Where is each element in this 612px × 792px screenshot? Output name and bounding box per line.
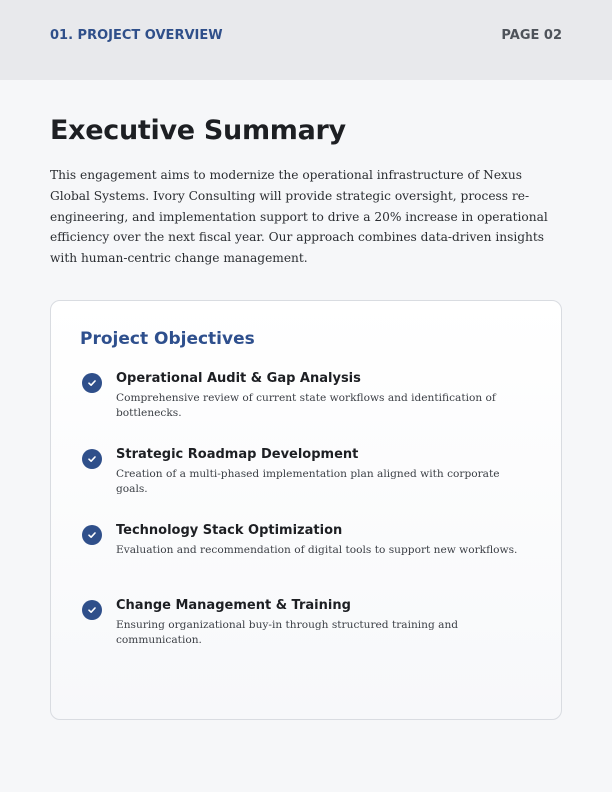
check-circle-icon xyxy=(82,373,102,393)
objective-title: Strategic Roadmap Development xyxy=(116,447,359,462)
objectives-title: Project Objectives xyxy=(80,329,255,349)
objective-description: Comprehensive review of current state workflows and identification of bottlenecks. xyxy=(116,392,496,419)
check-circle-icon xyxy=(82,600,102,620)
check-circle-icon xyxy=(82,449,102,469)
page-number: PAGE 02 xyxy=(501,28,562,43)
page-title: Executive Summary xyxy=(50,115,346,146)
objective-title: Operational Audit & Gap Analysis xyxy=(116,371,361,386)
objectives-card xyxy=(50,300,562,720)
objective-description: Creation of a multi-phased implementation plan aligned with corporate goals. xyxy=(116,468,500,495)
objective-title: Technology Stack Optimization xyxy=(116,523,343,538)
intro-paragraph: This engagement aims to modernize the operational infrastructure of Nexus Global Systems. Ivory Consulting will provide strategic oversight, process re-engineering, and implementation support to drive a 20% increase in operational efficiency over the next fiscal year. Our approach combines data-driven insights with human-centric change management. xyxy=(50,168,548,266)
objective-description: Evaluation and recommendation of digital tools to support new workflows. xyxy=(116,544,518,556)
check-circle-icon xyxy=(82,525,102,545)
section-label: 01. PROJECT OVERVIEW xyxy=(50,28,223,43)
objective-title: Change Management & Training xyxy=(116,598,351,613)
page-header xyxy=(0,0,612,80)
objective-description: Ensuring organizational buy-in through structured training and communication. xyxy=(116,619,459,646)
